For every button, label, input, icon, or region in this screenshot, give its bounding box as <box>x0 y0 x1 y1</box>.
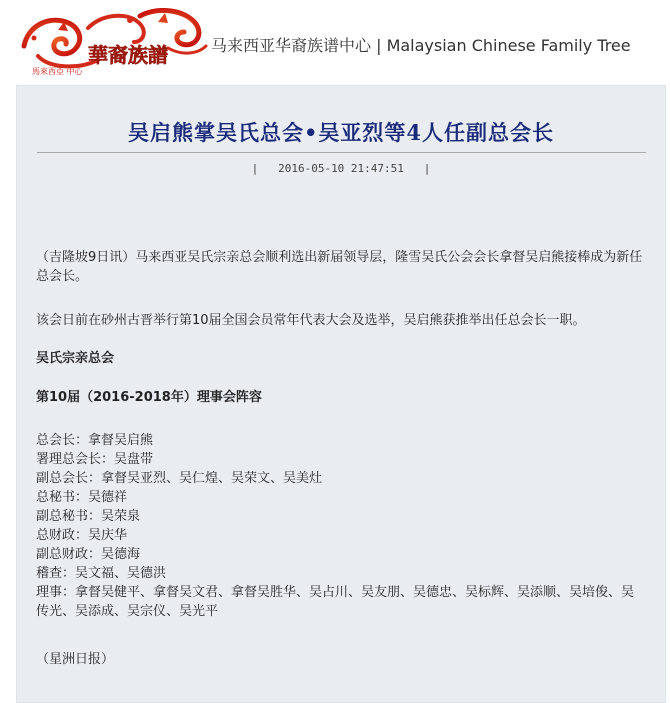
roster-line: 总财政：吴庆华 <box>36 528 128 543</box>
title-divider <box>37 152 646 153</box>
article-paragraph: （吉隆坡9日讯）马来西亚吴氏宗亲总会顺利选出新届领导层，隆雪吴氏公会会长拿督吴启熊接棒成为新任总会长。 <box>36 250 643 284</box>
svg-text:華裔族譜: 華裔族譜 <box>88 43 168 67</box>
roster-line: 副总会长：拿督吴亚烈、吴仁煌、吴荣文、吴美灶 <box>36 471 323 486</box>
roster-line: 理事：拿督吴健平、拿督吴文君、拿督吴胜华、吴占川、吴友朋、吴德忠、吴标辉、吴添顺、吴培俊、吴传光、吴添成、吴宗仪、吴光平 <box>36 585 635 619</box>
svg-text:馬來西亞 中心: 馬來西亞 中心 <box>32 67 83 76</box>
section-heading: 吴氏宗亲总会 <box>36 351 115 366</box>
roster-line: 副总财政：吴德海 <box>36 547 141 562</box>
roster-line: 总秘书：吴德祥 <box>36 490 128 505</box>
roster-line: 稽查：吴文福、吴德洪 <box>36 566 167 581</box>
article-title: 吴启熊掌吴氏总会•吴亚烈等4人任副总会长 <box>127 120 555 145</box>
roster-line: 总会长：拿督吴启熊 <box>36 433 154 448</box>
section-heading: 第10届（2016-2018年）理事会阵容 <box>36 390 262 405</box>
roster-line: 副总秘书：吴荣泉 <box>36 509 141 524</box>
roster-line: 署理总会长：吴盘带 <box>36 452 154 467</box>
site-header <box>0 0 670 85</box>
article-timestamp: | 2016-05-10 21:47:51 | <box>251 162 431 175</box>
site-title: 马来西亚华裔族谱中心 | Malaysian Chinese Family Tree <box>211 36 631 55</box>
article-source: （星洲日报） <box>36 652 115 667</box>
dragon-logo-icon <box>18 8 210 78</box>
article-paragraph: 该会日前在砂州古晋举行第10届全国会员常年代表大会及选举，吴启熊获推举出任总会长一职。 <box>36 313 586 328</box>
site-logo[interactable] <box>18 8 210 78</box>
committee-roster <box>36 431 646 621</box>
